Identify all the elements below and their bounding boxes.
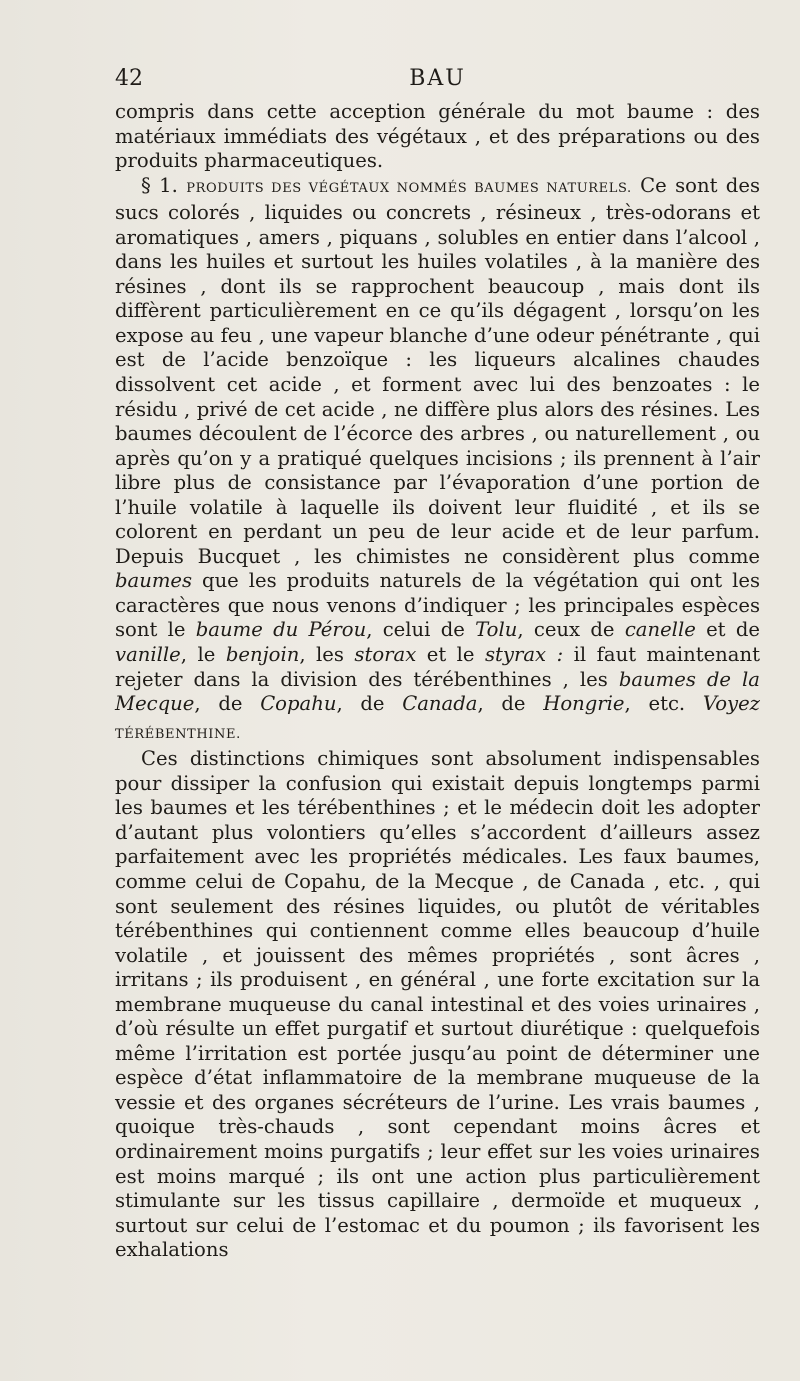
text-run: , etc. — [624, 692, 703, 716]
term-vanille: vanille — [115, 643, 181, 667]
text-run: , celui de — [366, 618, 476, 642]
text-run: , de — [194, 692, 261, 716]
page-header — [115, 66, 760, 100]
voyez-label: Voyez — [702, 692, 760, 716]
term-benjoin: benjoin — [225, 643, 300, 667]
term-storax: storax — [354, 643, 417, 667]
text-run: et de — [695, 618, 760, 642]
cross-reference: TÉRÉBENTHINE. — [115, 726, 241, 742]
page-number: 42 — [115, 66, 143, 91]
text-run: , le — [180, 643, 226, 667]
paragraph-distinctions: Ces distinctions chimiques sont absolument indispensables pour dissiper la confusion qui existait depuis longtemps parmi les baumes et les térébenthines ; et le médecin doit les adopter d’autant plus volontiers qu’elles s’accordent d’ailleurs assez parfaitement avec les propriétés médicales. Les faux baumes, comme celui de Copahu, de la Mecque , de Canada , etc. , qui sont seulement des résines liquides, ou plutôt de véritables térébenthines qui contiennent comme elles beaucoup d’huile volatile , et jouissent des mêmes propriétés , sont âcres , irritans ; ils produisent , en général , une forte excitation sur la membrane muqueuse du canal intestinal et des voies urinaires , d’où résulte un effet purgatif et surtout diurétique : quelquefois même l’irritation est portée jusqu’au point de déterminer une espèce d’état inflammatoire de la membrane muqueuse de la vessie et des organes sécréteurs de l’urine. Les vrais baumes , quoique très-chauds , sont cependant moins âcres et ordinairement moins purgatifs ; leur effet sur les voies urinaires est moins marqué ; ils ont une action plus particulièrement stimulante sur les tissus capillaire , dermoïde et muqueux , surtout sur celui de l’estomac et du poumon ; ils favorisent les exhalations — [115, 747, 760, 1262]
text-run: Ce sont des sucs colorés , liquides ou concrets , résineux , très-odorans et aromatiques , amers , piquans , solubles en entier dans l’alcool , dans les huiles et surtout les huiles volatiles , à la manière des résines , dont ils se rapprochent beaucoup , mais dont ils diffèrent particulièrement en ce qu’ils dégagent , lorsqu’on les expose au feu , une vapeur blanche d’une odeur pénétrante , qui est de l’acide benzoïque : les liqueurs alcalines chaudes dissolvent cet acide , et forment avec lui des benzoates : le résidu , privé de cet acide , ne diffère plus alors des résines. Les baumes découlent de l’écorce des arbres , ou naturellement , ou après qu’on y a pratiqué quelques incisions ; ils prennent à l’air libre plus de consistance par l’évaporation d’une portion de l’huile volatile à laquelle ils doivent leur fluidité , et ils se colorent en perdant un peu de leur acide et de leur parfum. Depuis Bucquet , les chimistes ne considèrent plus comme — [115, 173, 761, 568]
term-styrax: styrax : — [485, 643, 564, 667]
paragraph-continuation: compris dans cette acception générale du mot baume : des matériaux immédiats des végétaux , et des préparations ou des produits pharmaceutiques. — [115, 100, 760, 173]
text-run: que les produits naturels de la végétation qui ont les caractères que nous venons d’indiquer ; les principales espèces sont le — [115, 569, 760, 642]
text-run: , ceux de — [517, 618, 625, 642]
term-baume-perou: baume du Pérou — [195, 618, 367, 642]
term-tolu: Tolu — [475, 618, 518, 642]
page-body — [115, 100, 760, 1263]
term-baumes: baumes — [115, 569, 193, 593]
section-mark: § 1. — [141, 173, 178, 197]
running-head: BAU — [409, 66, 466, 91]
term-canada: Canada — [402, 692, 478, 716]
term-copahu: Copahu — [260, 692, 337, 716]
text-run: , les — [299, 643, 355, 667]
text-run: et le — [416, 643, 485, 667]
term-hongrie: Hongrie — [543, 692, 625, 716]
text-run: il faut maintenant rejeter dans la division des térébenthines , les — [115, 643, 760, 691]
text-run: , de — [477, 692, 544, 716]
paragraph-section-1 — [115, 174, 760, 748]
text-run: , de — [336, 692, 403, 716]
term-baumes-mecque: baumes de la Mecque — [115, 667, 760, 716]
section-title: PRODUITS DES VÉGÉTAUX NOMMÉS BAUMES NATURELS. — [186, 180, 632, 196]
term-canelle: canelle — [624, 618, 696, 642]
